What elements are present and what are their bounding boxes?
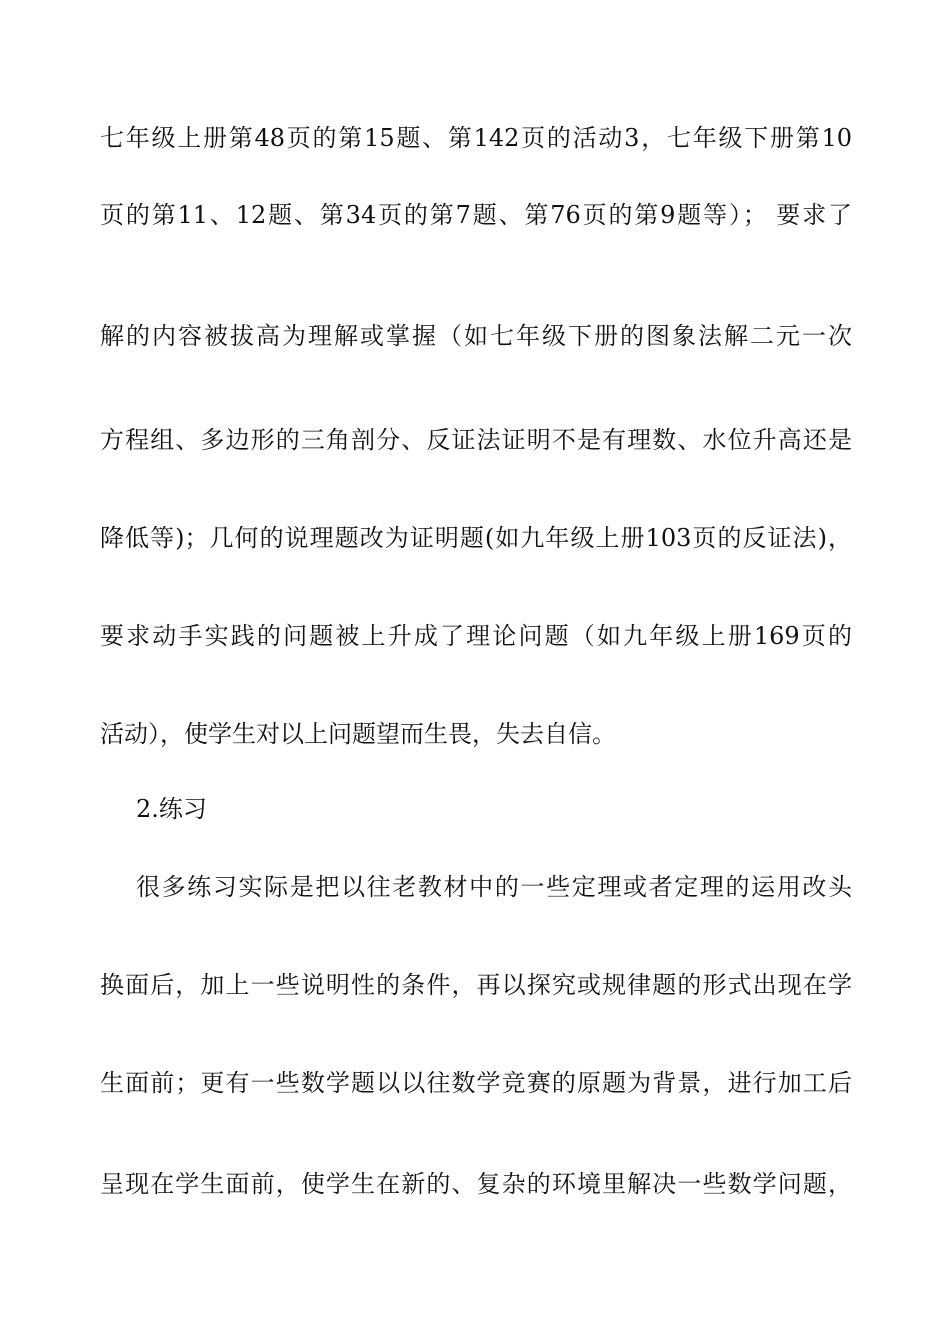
text-line: 换面后，加上一些说明性的条件，再以探究或规律题的形式出现在学 — [100, 971, 852, 999]
text-line: 七年级上册第48页的第15题、第142页的活动3，七年级下册第10 — [100, 124, 852, 152]
text-line: 活动），使学生对以上问题望而生畏，失去自信。 — [100, 720, 616, 748]
text-line: 解的内容被拔高为理解或掌握（如七年级下册的图象法解二元一次 — [100, 322, 852, 350]
text-line: 很多练习实际是把以往老教材中的一些定理或者定理的运用改头 — [136, 873, 852, 901]
text-line: 方程组、多边形的三角剖分、反证法证明不是有理数、水位升高还是 — [100, 426, 852, 454]
text-line: 呈现在学生面前，使学生在新的、复杂的环境里解决一些数学问题， — [100, 1170, 852, 1198]
text-line: 生面前；更有一些数学题以以往数学竞赛的原题为背景，进行加工后 — [100, 1069, 852, 1097]
section-heading: 2.练习 — [136, 795, 207, 823]
text-line: 要求动手实践的问题被上升成了理论问题（如九年级上册169页的 — [100, 622, 852, 650]
text-line: 页的第11、12题、第34页的第7题、第76页的第9题等）； 要求了 — [100, 201, 852, 229]
text-line: 降低等)；几何的说理题改为证明题(如九年级上册103页的反证法)， — [100, 524, 852, 552]
